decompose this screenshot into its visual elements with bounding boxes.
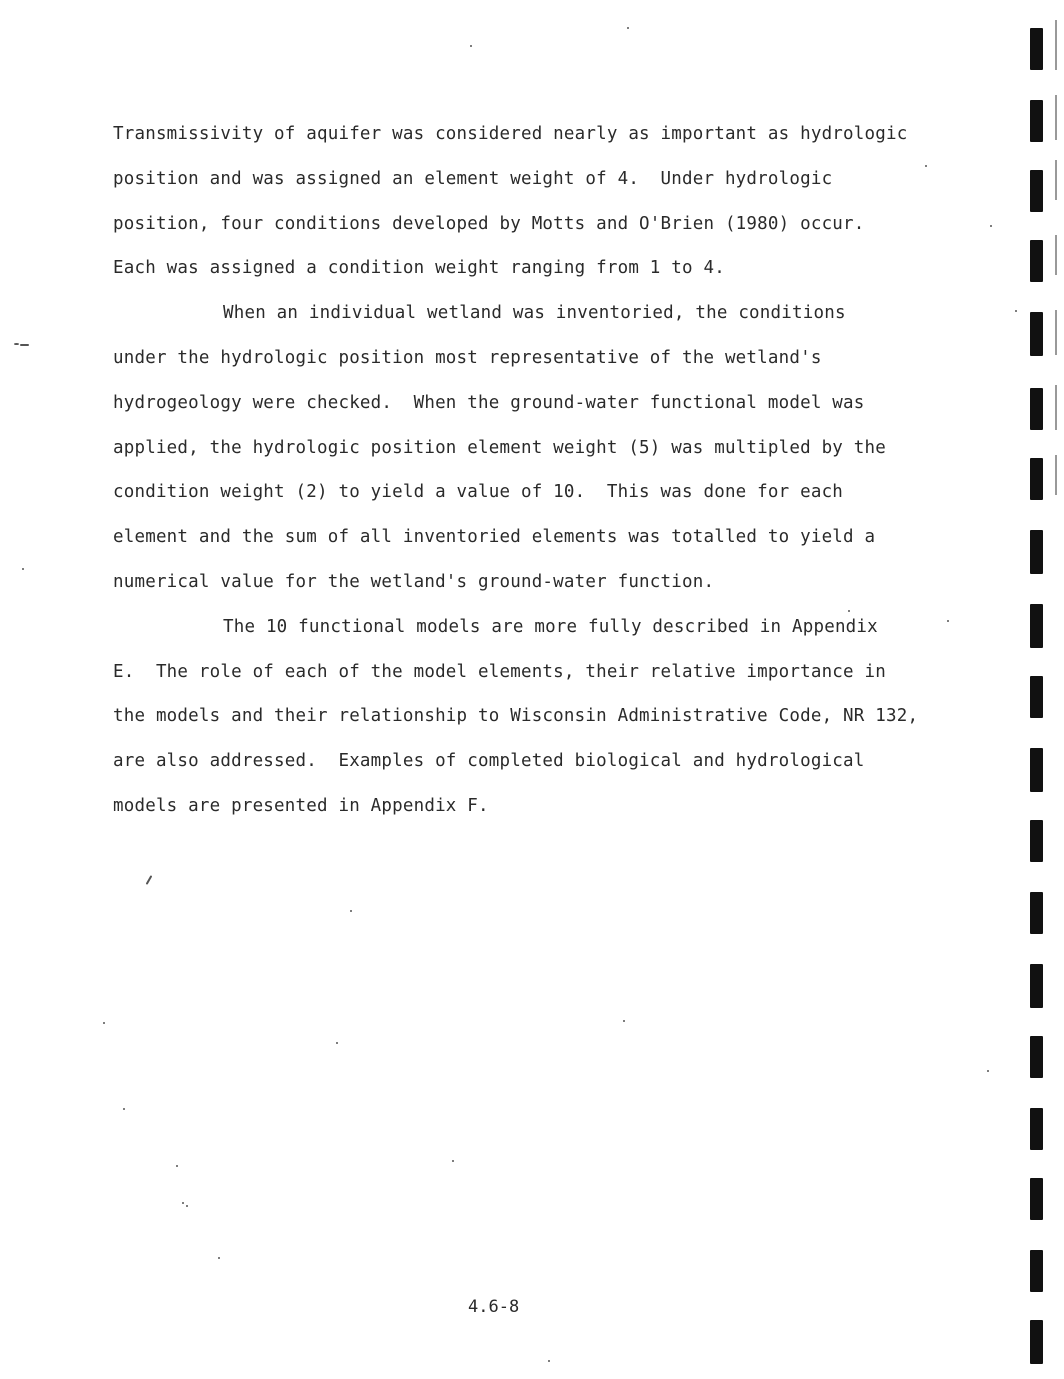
binding-mark: [1030, 820, 1043, 862]
paragraph-3-line-4: are also addressed. Examples of completed biological and hydrological: [113, 751, 865, 772]
paragraph-3-line-2: E. The role of each of the model elements, their relative importance in: [113, 661, 886, 682]
binding-mark: [1030, 1108, 1043, 1150]
scan-speck: [218, 1257, 220, 1259]
page-number: 4.6-8: [468, 1297, 520, 1317]
binding-mark: [1030, 1250, 1043, 1292]
body-text: [113, 112, 953, 829]
paragraph-1-line-4: Each was assigned a condition weight ranging from 1 to 4.: [113, 258, 725, 279]
binding-mark: [1030, 170, 1043, 212]
scan-speck: [452, 1160, 454, 1162]
binding-mark: [1030, 458, 1043, 500]
edge-artifact: [1055, 455, 1057, 495]
scan-speck: [186, 1205, 188, 1207]
binding-mark: [1030, 312, 1043, 356]
binding-mark: [1030, 388, 1043, 430]
paragraph-3-line-5: models are presented in Appendix F.: [113, 795, 489, 816]
scan-speck: [623, 1020, 625, 1022]
scan-speck: [548, 1360, 550, 1362]
binding-mark: [1030, 892, 1043, 934]
binding-mark: [1030, 1036, 1043, 1078]
scan-speck: [336, 1042, 338, 1044]
scan-speck: [990, 225, 992, 227]
scan-speck: [123, 1108, 125, 1110]
scan-speck: [350, 910, 352, 912]
paragraph-2-line-2: under the hydrologic position most representative of the wetland's: [113, 347, 822, 368]
paragraph-2-line-3: hydrogeology were checked. When the ground-water functional model was: [113, 392, 865, 413]
paragraph-2-line-6: element and the sum of all inventoried elements was totalled to yield a: [113, 527, 876, 548]
binding-mark: [1030, 676, 1043, 718]
paragraph-1-line-3: position, four conditions developed by Motts and O'Brien (1980) occur.: [113, 213, 865, 234]
paragraph-3-line-1: The 10 functional models are more fully described in Appendix: [223, 616, 878, 637]
scan-speck: [20, 344, 29, 346]
scan-speck: [14, 343, 19, 345]
edge-artifact: [1055, 160, 1057, 200]
scan-speck: [146, 875, 153, 885]
edge-artifact: [1055, 235, 1057, 275]
paragraph-1-line-1: Transmissivity of aquifer was considered nearly as important as hydrologic: [113, 124, 908, 144]
scan-speck: [22, 568, 24, 570]
paragraph-2-line-4: applied, the hydrologic position element weight (5) was multipled by the: [113, 437, 886, 458]
scan-speck: [1015, 310, 1017, 312]
edge-artifact: [1055, 385, 1057, 430]
binding-mark: [1030, 748, 1043, 792]
paragraph-2-line-1: When an individual wetland was inventoried, the conditions: [223, 303, 846, 324]
edge-artifact: [1055, 95, 1057, 140]
scan-speck: [176, 1165, 178, 1167]
paragraph-2-line-5: condition weight (2) to yield a value of 10. This was done for each: [113, 482, 844, 503]
binding-mark: [1030, 28, 1043, 70]
scan-speck: [470, 45, 472, 47]
scan-speck: [182, 1202, 184, 1204]
binding-mark: [1030, 1320, 1043, 1364]
binding-mark: [1030, 1178, 1043, 1220]
scan-speck: [848, 610, 850, 612]
scan-speck: [947, 620, 949, 622]
edge-artifact: [1055, 20, 1057, 70]
binding-mark: [1030, 240, 1043, 282]
paragraph-3-line-3: the models and their relationship to Wisconsin Administrative Code, NR 132,: [113, 706, 919, 727]
scan-speck: [925, 165, 927, 167]
binding-marks: [1026, 0, 1064, 1379]
paragraph-2-line-7: numerical value for the wetland's ground-water function.: [113, 571, 715, 592]
binding-mark: [1030, 964, 1043, 1008]
scan-speck: [103, 1022, 105, 1024]
paragraph-1-line-2: position and was assigned an element weight of 4. Under hydrologic: [113, 168, 833, 189]
binding-mark: [1030, 100, 1043, 142]
scan-speck: [987, 1070, 989, 1072]
edge-artifact: [1055, 310, 1057, 355]
binding-mark: [1030, 530, 1043, 574]
scan-speck: [627, 27, 629, 29]
binding-mark: [1030, 604, 1043, 648]
